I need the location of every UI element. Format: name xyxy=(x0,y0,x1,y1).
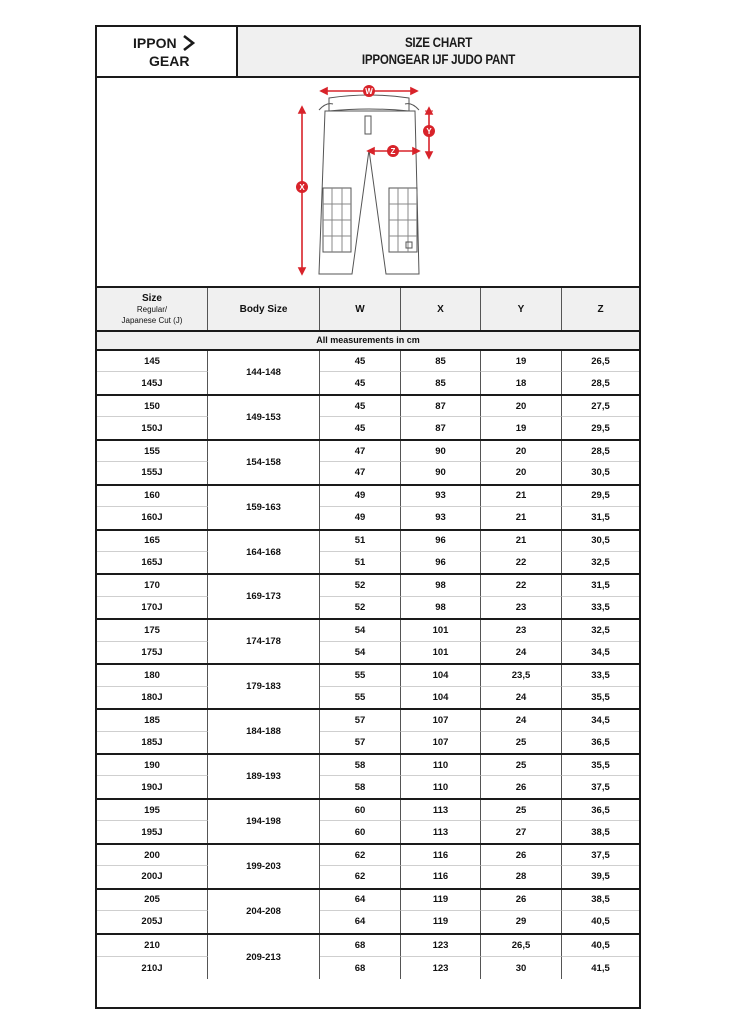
cell-w: 55 xyxy=(320,687,401,708)
cell-w: 57 xyxy=(320,732,401,753)
col-size-label: Size xyxy=(141,292,162,304)
cell-y: 21 xyxy=(481,507,562,528)
x-arrow-head-top xyxy=(299,107,305,113)
cell-body-size: 174-178 xyxy=(208,620,320,663)
cell-y: 21 xyxy=(481,486,562,507)
cell-x: 87 xyxy=(401,417,481,438)
cell-w: 47 xyxy=(320,441,401,462)
cell-x: 119 xyxy=(401,890,481,911)
cell-z: 40,5 xyxy=(591,916,610,928)
cell-x: 110 xyxy=(401,776,481,797)
x-label: X xyxy=(299,183,305,192)
cell-y: 20 xyxy=(481,462,562,483)
cell-size: 200J xyxy=(97,866,208,887)
cell-size: 200 xyxy=(97,845,208,866)
col-y: Y xyxy=(481,288,562,330)
chevron-right-icon xyxy=(184,36,193,50)
size-group xyxy=(97,575,639,620)
cell-y: 23,5 xyxy=(481,665,562,686)
size-group xyxy=(97,441,639,486)
header xyxy=(97,27,639,78)
cell-size: 180 xyxy=(97,665,208,686)
cell-x: 123 xyxy=(401,935,481,957)
cell-y: 20 xyxy=(481,396,562,417)
cell-y: 25 xyxy=(481,755,562,776)
cell-z: 36,5 xyxy=(562,800,639,821)
cell-y: 24 xyxy=(481,710,562,731)
cell-size: 145 xyxy=(97,351,208,372)
cell-w: 51 xyxy=(320,531,401,552)
cell-z: 32,5 xyxy=(591,557,610,569)
cell-y: 18 xyxy=(481,372,562,393)
cell-w: 60 xyxy=(320,800,401,821)
cell-x: 107 xyxy=(401,710,481,731)
cell-z: 33,5 xyxy=(562,665,639,686)
cell-y: 26,5 xyxy=(481,935,562,957)
cell-w: 51 xyxy=(320,552,401,573)
cell-size: 170J xyxy=(97,597,208,618)
cell-w: 58 xyxy=(320,755,401,776)
cell-x: 113 xyxy=(401,821,481,842)
cell-size: 165 xyxy=(97,531,208,552)
y-label: Y xyxy=(426,127,432,136)
cell-z: 34,5 xyxy=(562,710,639,731)
cell-z: 32,5 xyxy=(562,620,639,641)
cell-body-size: 184-188 xyxy=(208,710,320,753)
size-chart-sheet xyxy=(95,25,641,1009)
cell-y: 26 xyxy=(481,890,562,911)
cell-w: 45 xyxy=(320,396,401,417)
w-label: W xyxy=(365,87,373,96)
cell-z: 31,5 xyxy=(562,575,639,596)
cell-size: 210 xyxy=(97,935,208,957)
cell-x: 85 xyxy=(401,372,481,393)
cell-y: 20 xyxy=(481,441,562,462)
cell-body-size: 179-183 xyxy=(208,665,320,708)
col-x: X xyxy=(401,288,481,330)
cell-body-size: 194-198 xyxy=(208,800,320,843)
cell-x: 96 xyxy=(401,531,481,552)
pant-measurement-diagram xyxy=(97,78,639,288)
size-group xyxy=(97,620,639,665)
w-arrow-head-left xyxy=(321,88,327,94)
cell-body-size: 159-163 xyxy=(208,486,320,529)
cell-z: 26,5 xyxy=(562,351,639,372)
cell-size: 180J xyxy=(97,687,208,708)
col-w: W xyxy=(320,288,401,330)
cell-x: 123 xyxy=(401,957,481,979)
cell-size: 185 xyxy=(97,710,208,731)
cell-z: 39,5 xyxy=(591,871,610,883)
size-group xyxy=(97,935,639,980)
cell-w: 52 xyxy=(320,597,401,618)
cell-x: 113 xyxy=(401,800,481,821)
cell-z: 28,5 xyxy=(562,441,639,462)
cell-y: 24 xyxy=(481,642,562,663)
z-arrow-head-right xyxy=(413,148,419,154)
cell-x: 96 xyxy=(401,552,481,573)
cell-body-size: 204-208 xyxy=(208,890,320,933)
cell-size: 150 xyxy=(97,396,208,417)
judo-pant-drawing xyxy=(97,78,639,286)
size-group xyxy=(97,486,639,531)
cell-y: 26 xyxy=(481,776,562,797)
cell-w: 49 xyxy=(320,486,401,507)
x-arrow-head-bottom xyxy=(299,268,305,274)
title-line-2: IPPONGEAR IJF JUDO PANT xyxy=(361,52,516,67)
waist-label xyxy=(365,116,371,134)
z-label: Z xyxy=(390,147,396,156)
knee-pad-right-grid xyxy=(389,188,417,252)
cell-body-size: 209-213 xyxy=(208,935,320,980)
cell-w: 62 xyxy=(320,845,401,866)
title-block xyxy=(238,27,639,76)
cell-w: 64 xyxy=(320,890,401,911)
cell-size: 160 xyxy=(97,486,208,507)
col-z: Z xyxy=(597,303,604,315)
size-group xyxy=(97,665,639,710)
cell-z: 31,5 xyxy=(591,512,610,524)
cell-body-size: 199-203 xyxy=(208,845,320,888)
size-group xyxy=(97,531,639,576)
cell-size: 155 xyxy=(97,441,208,462)
cell-x: 90 xyxy=(401,462,481,483)
cell-size: 205 xyxy=(97,890,208,911)
cell-body-size: 189-193 xyxy=(208,755,320,798)
cell-z: 29,5 xyxy=(562,486,639,507)
cell-w: 62 xyxy=(320,866,401,887)
cell-size: 205J xyxy=(97,911,208,932)
cell-y: 25 xyxy=(481,732,562,753)
cell-z: 30,5 xyxy=(591,467,610,479)
size-group xyxy=(97,845,639,890)
size-group xyxy=(97,800,639,845)
cell-size: 155J xyxy=(97,462,208,483)
cell-y: 19 xyxy=(481,417,562,438)
units-note: All measurements in cm xyxy=(97,332,639,351)
col-size-sub2: Japanese Cut (J) xyxy=(121,315,183,325)
cell-z: 40,5 xyxy=(562,935,639,957)
title-line-1: SIZE CHART xyxy=(404,35,473,50)
cell-y: 24 xyxy=(481,687,562,708)
cell-y: 23 xyxy=(481,620,562,641)
cell-y: 30 xyxy=(481,957,562,979)
cell-x: 98 xyxy=(401,575,481,596)
cell-x: 85 xyxy=(401,351,481,372)
cell-z: 35,5 xyxy=(562,755,639,776)
cell-w: 55 xyxy=(320,665,401,686)
col-size-sub1: Regular/ xyxy=(136,304,168,314)
cell-y: 19 xyxy=(481,351,562,372)
cell-x: 119 xyxy=(401,911,481,932)
cell-z: 41,5 xyxy=(591,962,610,974)
cell-w: 54 xyxy=(320,642,401,663)
cell-y: 26 xyxy=(481,845,562,866)
drawstring-left xyxy=(319,104,333,110)
cell-size: 190 xyxy=(97,755,208,776)
logo-line-2: GEAR xyxy=(149,53,190,69)
cell-x: 101 xyxy=(401,620,481,641)
brand-logo xyxy=(97,27,238,76)
col-size xyxy=(97,288,208,330)
cell-body-size: 169-173 xyxy=(208,575,320,618)
cell-z: 34,5 xyxy=(591,647,610,658)
cell-size: 160J xyxy=(97,507,208,528)
cell-x: 110 xyxy=(401,755,481,776)
cell-size: 195J xyxy=(97,821,208,842)
pant-outline xyxy=(319,111,419,274)
cell-z: 38,5 xyxy=(562,890,639,911)
col-body-size: Body Size xyxy=(208,288,320,330)
cell-w: 54 xyxy=(320,620,401,641)
cell-x: 93 xyxy=(401,507,481,528)
cell-y: 25 xyxy=(481,800,562,821)
cell-size: 195 xyxy=(97,800,208,821)
cell-w: 64 xyxy=(320,911,401,932)
size-group xyxy=(97,396,639,441)
w-arrow-head-right xyxy=(411,88,417,94)
cell-y: 29 xyxy=(481,911,562,932)
cell-w: 45 xyxy=(320,351,401,372)
cell-z: 35,5 xyxy=(591,691,610,703)
cell-x: 107 xyxy=(401,732,481,753)
cell-y: 22 xyxy=(481,575,562,596)
drawstring-right xyxy=(405,104,419,110)
cell-size: 175 xyxy=(97,620,208,641)
ippon-gear-logo-icon xyxy=(133,33,203,71)
cell-x: 90 xyxy=(401,441,481,462)
cell-x: 87 xyxy=(401,396,481,417)
cell-z: 30,5 xyxy=(562,531,639,552)
cell-z: 38,5 xyxy=(591,826,610,838)
cell-size: 150J xyxy=(97,417,208,438)
cell-y: 23 xyxy=(481,597,562,618)
cell-body-size: 144-148 xyxy=(208,351,320,394)
cell-z: 29,5 xyxy=(591,422,610,434)
cell-w: 45 xyxy=(320,417,401,438)
cell-y: 28 xyxy=(481,866,562,887)
cell-w: 58 xyxy=(320,776,401,797)
cell-size: 165J xyxy=(97,552,208,573)
cell-y: 21 xyxy=(481,531,562,552)
cell-body-size: 154-158 xyxy=(208,441,320,484)
knee-pad-left-grid xyxy=(323,188,351,252)
size-group xyxy=(97,351,639,396)
cell-y: 22 xyxy=(481,552,562,573)
cell-z: 37,5 xyxy=(591,781,610,793)
cell-w: 47 xyxy=(320,462,401,483)
cell-w: 68 xyxy=(320,935,401,957)
cell-x: 104 xyxy=(401,665,481,686)
logo-line-1: IPPON xyxy=(133,35,177,51)
cell-w: 57 xyxy=(320,710,401,731)
waistband xyxy=(329,95,409,111)
cell-w: 49 xyxy=(320,507,401,528)
cell-x: 116 xyxy=(401,845,481,866)
cell-size: 185J xyxy=(97,732,208,753)
cell-size: 190J xyxy=(97,776,208,797)
cell-size: 175J xyxy=(97,642,208,663)
size-group xyxy=(97,890,639,935)
cell-x: 98 xyxy=(401,597,481,618)
size-group xyxy=(97,710,639,755)
y-arrow-head-bottom xyxy=(426,152,432,158)
cell-w: 52 xyxy=(320,575,401,596)
cell-z: 27,5 xyxy=(562,396,639,417)
cell-size: 170 xyxy=(97,575,208,596)
cell-body-size: 149-153 xyxy=(208,396,320,439)
cell-size: 145J xyxy=(97,372,208,393)
cell-x: 93 xyxy=(401,486,481,507)
cell-size: 210J xyxy=(97,957,208,979)
cell-y: 27 xyxy=(481,821,562,842)
cell-z: 37,5 xyxy=(562,845,639,866)
size-group xyxy=(97,755,639,800)
cell-body-size: 164-168 xyxy=(208,531,320,574)
cell-z: 28,5 xyxy=(591,377,610,389)
size-table xyxy=(97,351,639,979)
cell-z: 33,5 xyxy=(591,602,610,614)
cell-x: 116 xyxy=(401,866,481,887)
cell-x: 101 xyxy=(401,642,481,663)
cell-x: 104 xyxy=(401,687,481,708)
tag-patch xyxy=(406,242,412,248)
cell-w: 60 xyxy=(320,821,401,842)
cell-z: 36,5 xyxy=(591,736,610,748)
column-header-row xyxy=(97,288,639,332)
cell-w: 68 xyxy=(320,957,401,979)
cell-w: 45 xyxy=(320,372,401,393)
